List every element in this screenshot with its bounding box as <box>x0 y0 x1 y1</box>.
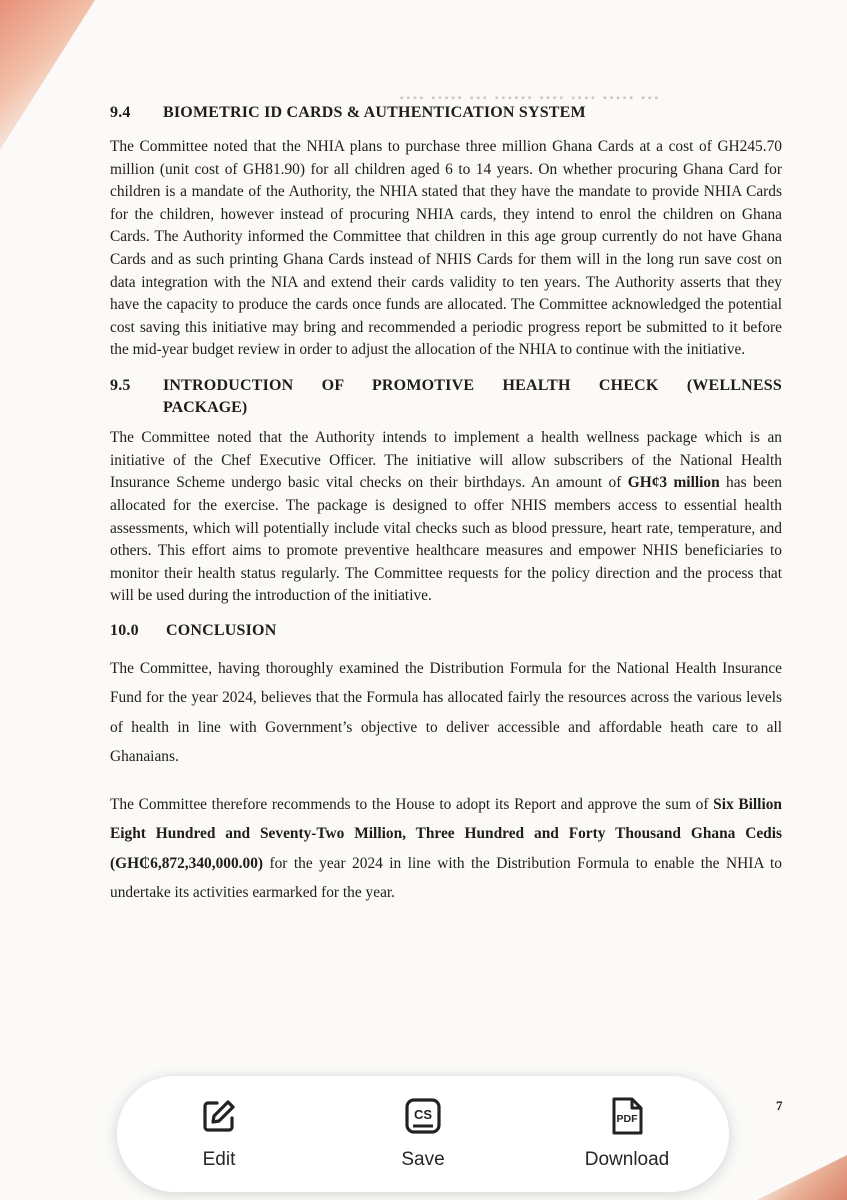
title-word: PROMOTIVE <box>371 376 475 394</box>
section-title: CONCLUSION <box>166 621 277 639</box>
title-word: CHECK <box>598 376 659 394</box>
save-label: Save <box>401 1149 445 1170</box>
section-number: 9.4 <box>110 104 131 121</box>
cs-save-icon <box>404 1097 442 1135</box>
section-number: 9.5 <box>110 376 131 394</box>
body-text: The Committee therefore recommends to the House to adopt its Report and approve the sum of <box>110 795 714 813</box>
title-word: (WELLNESS <box>686 376 782 394</box>
section-title: BIOMETRIC ID CARDS & AUTHENTICATION SYSTEM <box>163 104 586 121</box>
edit-label: Edit <box>202 1149 236 1170</box>
conclusion-paragraph-2 <box>110 790 782 908</box>
section-9-4-body: The Committee noted that the NHIA plans to purchase three million Ghana Cards at a cost of GH245.70 million (unit cost of GH81.90) for all children aged 6 to 14 years. On whether procuring Ghana Card for children is a mandate of the Authority, the NHIA stated that they have the mandate to provide NHIA Cards for the children, however instead of procuring NHIA cards, they intend to enrol the children on Ghana Cards. The Authority informed the Committee that children in this age group currently do not have Ghana Cards and as such printing Ghana Cards instead of NHIS Cards for them will in the long run save cost on data integration with the NIA and extend their cards validity to ten years. The Authority asserts that they have the capacity to produce the cards once funds are allocated. The Committee acknowledged the potential cost saving this initiative may bring and recommended a periodic progress report be submitted to it before the mid-year budget review in order to adjust the allocation of the NHIA to continue with the initiative. <box>110 138 782 359</box>
download-button[interactable] <box>547 1097 707 1171</box>
amount-highlight: GH¢3 million <box>627 474 720 492</box>
bleed-through-text: ▪▪▪▪ ▪▪▪▪▪ ▪▪▪ ▪▪▪▪▪▪ ▪▪▪▪ ▪▪▪▪ ▪▪▪▪▪ ▪▪▪ <box>400 93 662 104</box>
title-word: OF <box>321 376 344 394</box>
conclusion-paragraph-1: The Committee, having thoroughly examined the Distribution Formula for the National Health Insurance Fund for the year 2024, believes that the Formula has allocated fairly the resources across the various levels of health in line with Government’s objective to deliver accessible and affordable heath care to all Ghanaians. <box>110 659 782 766</box>
cs-icon-text: CS <box>413 1107 433 1122</box>
save-button[interactable] <box>343 1097 503 1171</box>
photo-background-corner-bottom-right <box>757 1155 847 1200</box>
section-9-5-heading <box>110 374 782 397</box>
pdf-download-icon <box>609 1097 645 1135</box>
section-9-5-body <box>110 427 782 608</box>
document-action-toolbar <box>117 1076 729 1192</box>
title-word: INTRODUCTION <box>163 376 294 394</box>
body-text: has been allocated for the exercise. The package is designed to offer NHIS members access to essential health assessments, which will potentially include vital checks such as blood pressure, heart rate, temperature, and others. This effort aims to promote preventive healthcare measures and empower NHIS beneficiaries to monitor their health status regularly. The Committee requests for the policy direction and the process that will be used during the introduction of the initiative. <box>110 474 782 605</box>
pdf-icon-text: PDF <box>616 1113 638 1125</box>
section-number: 10.0 <box>110 621 139 639</box>
edit-button[interactable] <box>139 1097 299 1171</box>
edit-icon <box>201 1097 237 1135</box>
amount-highlight: Six Billion Eight Hundred and Seventy-Two Million, Three Hundred and Forty Thousand Ghana Cedis (GH₵6,872,340,000.00) <box>110 795 782 872</box>
section-9-4-heading <box>110 104 782 122</box>
photo-background-corner-top-left <box>0 0 95 150</box>
section-10-0-heading <box>110 622 782 640</box>
document-page <box>110 104 782 926</box>
title-word: HEALTH <box>502 376 571 394</box>
download-label: Download <box>584 1149 670 1170</box>
body-text: The Committee noted that the Authority intends to implement a health wellness package which is an initiative of the Chef Executive Officer. The initiative will allow subscribers of the National Health Insurance Scheme undergo basic vital checks on their birthdays. An amount of <box>110 429 782 492</box>
section-title-continuation: PACKAGE) <box>163 399 248 417</box>
body-text: for the year 2024 in line with the Distribution Formula to enable the NHIA to undertake its activities earmarked for the year. <box>110 854 782 902</box>
section-title <box>163 374 782 397</box>
page-number: 7 <box>776 1098 783 1113</box>
